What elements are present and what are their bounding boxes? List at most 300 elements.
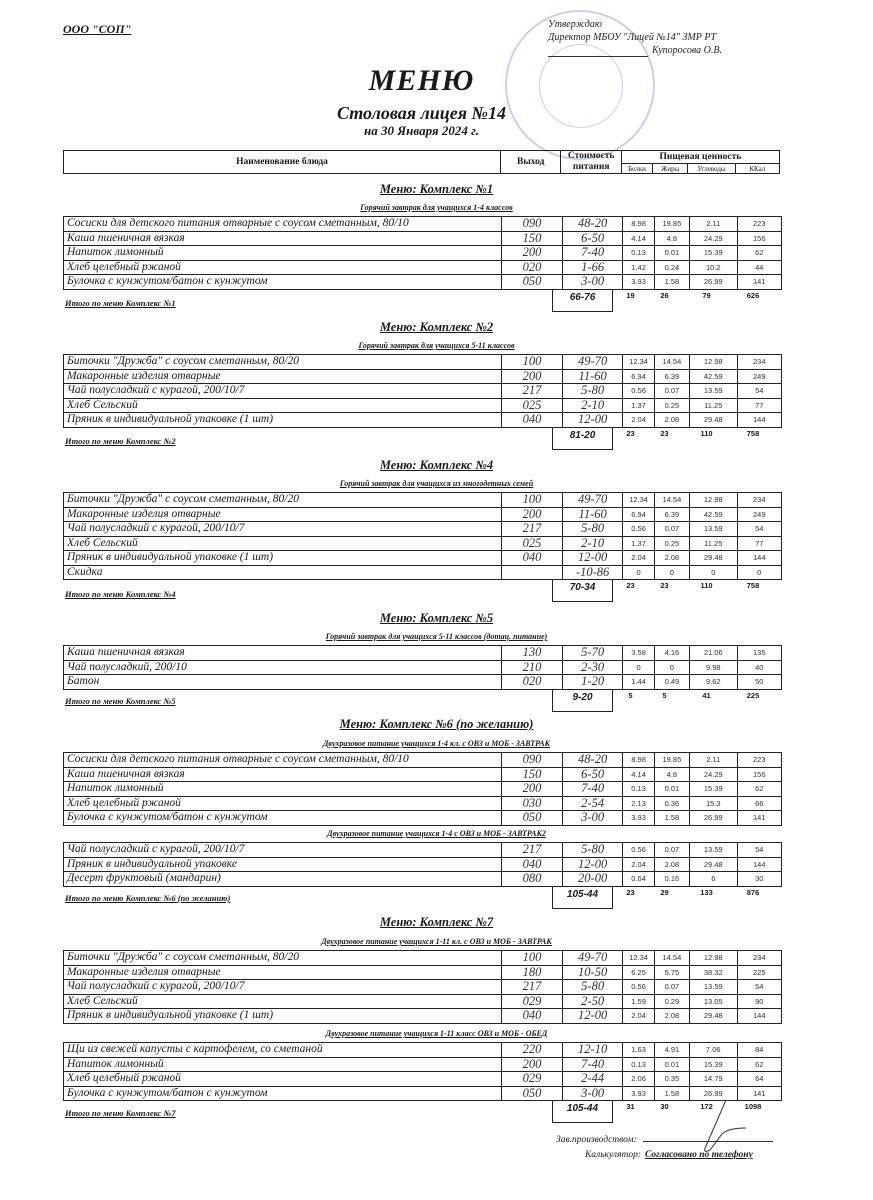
production-manager-label: Зав.производством:	[556, 1135, 637, 1145]
dish-output: 050	[502, 1086, 563, 1101]
dish-output: 030	[502, 796, 563, 811]
dish-name: Чай полусладкий с курагой, 200/10/7	[64, 843, 502, 858]
dish-output: 100	[502, 951, 563, 966]
dish-price: 2-30	[562, 660, 623, 675]
dish-carbs: 13.59	[690, 980, 737, 995]
dish-name: Булочка с кунжутом/батон с кунжутом	[64, 275, 502, 290]
dish-carbs: 29.48	[690, 551, 737, 566]
table-row	[64, 675, 782, 690]
section-title: Меню: Комплекс №4	[379, 458, 494, 472]
table-row	[64, 275, 782, 290]
dish-carbs: 29.48	[690, 413, 737, 428]
dish-protein: 2.04	[623, 1009, 654, 1024]
dish-kcal: 54	[737, 980, 781, 995]
table-row	[64, 246, 782, 261]
dish-kcal: 144	[737, 551, 781, 566]
dish-kcal: 156	[737, 767, 781, 782]
total-protein: 5	[628, 690, 633, 700]
dish-price: 48-20	[562, 217, 623, 232]
dish-carbs: 15.3	[690, 796, 737, 811]
column-header-table	[63, 150, 780, 174]
dish-fat: 4.16	[654, 646, 689, 661]
dish-price: 3-00	[562, 275, 623, 290]
dish-name: Хлеб целебный ржаной	[64, 260, 502, 275]
dish-output: 080	[502, 872, 563, 887]
table-row	[64, 398, 782, 413]
dish-fat: 0.35	[654, 1072, 689, 1087]
dish-kcal: 135	[737, 646, 781, 661]
approval-line-2: Директор МБОУ "Лицей №14" ЗМР РТ	[548, 32, 717, 43]
dish-carbs: 9.62	[690, 675, 737, 690]
dish-fat: 0.49	[654, 675, 689, 690]
page-date: на 30 Января 2024 г.	[363, 123, 479, 138]
dish-fat: 0.16	[654, 872, 689, 887]
table-row	[64, 384, 782, 399]
table-row	[64, 1043, 782, 1058]
dish-carbs: 7.06	[690, 1043, 737, 1058]
dish-name: Напиток лимонный	[64, 246, 502, 261]
dish-fat: 0.07	[654, 843, 689, 858]
dish-name: Пряник в индивидуальной упаковке (1 шт)	[64, 1009, 502, 1024]
dish-carbs: 13.59	[690, 522, 737, 537]
dish-protein: 0.56	[623, 522, 654, 537]
col-protein-header: Белки	[621, 164, 652, 174]
group-subtitle: Двухразовое питание учащихся 1-4 с ОВЗ и МОБ - ЗАВТРАК2	[327, 829, 546, 838]
menu-table	[63, 645, 782, 690]
col-fat-header: Жиры	[653, 164, 688, 174]
dish-price: 5-80	[562, 384, 623, 399]
dish-name: Хлеб целебный ржаной	[64, 796, 502, 811]
dish-protein: 0.64	[623, 872, 654, 887]
dish-name: Каша пшеничная вязкая	[64, 646, 502, 661]
dish-kcal: 64	[737, 1072, 781, 1087]
dish-price: 5-80	[562, 522, 623, 537]
dish-protein: 0	[623, 660, 654, 675]
dish-fat: 2.08	[654, 1009, 689, 1024]
group-subtitle: Двухразовое питание учащихся 1-11 класс ОВЗ и МОБ - ОБЕД	[325, 1029, 548, 1038]
dish-price: 5-80	[562, 980, 623, 995]
dish-output: 040	[502, 857, 563, 872]
section-total-price: 105-44	[552, 887, 613, 909]
dish-kcal: 223	[737, 753, 781, 768]
dish-kcal: 54	[737, 522, 781, 537]
dish-protein: 12.34	[623, 355, 654, 370]
total-kcal: 225	[746, 690, 760, 700]
dish-fat: 4.91	[654, 1043, 689, 1058]
table-row	[64, 536, 782, 551]
dish-price: 49-70	[562, 355, 623, 370]
dish-fat: 2.08	[654, 857, 689, 872]
dish-kcal: 50	[737, 675, 781, 690]
dish-name: Макаронные изделия отварные	[64, 965, 502, 980]
dish-protein: 3.93	[623, 275, 654, 290]
dish-kcal: 234	[737, 355, 781, 370]
dish-protein: 0	[623, 565, 654, 580]
dish-kcal: 54	[737, 843, 781, 858]
total-carbs: 110	[700, 581, 713, 590]
dish-carbs: 13.05	[690, 994, 737, 1009]
dish-protein: 0.56	[623, 980, 654, 995]
total-carbs: 41	[702, 690, 711, 700]
dish-carbs: 14.79	[690, 1072, 737, 1087]
dish-name: Хлеб целебный ржаной	[64, 1072, 502, 1087]
table-row	[64, 994, 782, 1009]
dish-protein: 2.04	[623, 551, 654, 566]
col-carbs-header: Углеводы	[688, 164, 735, 174]
section-total-label: Итого по меню Комплекс №2	[65, 436, 176, 446]
dish-fat: 0	[654, 660, 689, 675]
total-kcal: 876	[746, 887, 760, 897]
dish-output: 050	[502, 811, 563, 826]
dish-name: Десерт фруктовый (мандарин)	[64, 872, 502, 887]
dish-protein: 12.34	[623, 951, 654, 966]
dish-price: 5-80	[562, 843, 623, 858]
dish-output: 150	[502, 231, 563, 246]
production-manager-row	[556, 1133, 773, 1145]
dish-output: 090	[502, 753, 563, 768]
dish-output: 200	[502, 782, 563, 797]
dish-protein: 12.34	[623, 493, 654, 508]
dish-price: 2-10	[562, 398, 623, 413]
dish-output: 040	[502, 413, 563, 428]
dish-price: 11-60	[562, 507, 623, 522]
dish-price: 2-50	[562, 994, 623, 1009]
section-total-price: 105-44	[552, 1101, 613, 1123]
menu-table	[63, 492, 782, 580]
dish-name: Каша пшеничная вязкая	[64, 767, 502, 782]
total-fat: 5	[662, 690, 667, 700]
table-row	[64, 1009, 782, 1024]
approval-signatory: Купоросова О.В.	[652, 45, 722, 56]
section-title: Меню: Комплекс №6 (по желанию)	[339, 717, 534, 731]
dish-carbs: 42.59	[690, 507, 737, 522]
group-subtitle: Горячий завтрак для учащихся 5-11 классов	[358, 341, 515, 350]
dish-carbs: 12.98	[690, 951, 737, 966]
section-title: Меню: Комплекс №7	[379, 915, 494, 929]
dish-carbs: 15.39	[690, 782, 737, 797]
dish-kcal: 77	[737, 398, 781, 413]
approval-block	[548, 18, 722, 57]
dish-kcal: 223	[737, 217, 781, 232]
section-total-label: Итого по меню Комплекс №7	[65, 1108, 176, 1118]
dish-protein: 6.25	[623, 965, 654, 980]
dish-price: 3-00	[562, 1086, 623, 1101]
dish-fat: 0.36	[654, 796, 689, 811]
dish-name: Чай полусладкий с курагой, 200/10/7	[64, 522, 502, 537]
total-protein: 31	[626, 1102, 635, 1111]
dish-name: Щи из свежей капусты с картофелем, со сметаной	[64, 1043, 502, 1058]
dish-fat: 2.08	[654, 413, 689, 428]
page-title: МЕНЮ	[368, 64, 475, 97]
dish-protein: 3.93	[623, 811, 654, 826]
dish-price: 7-40	[562, 782, 623, 797]
dish-output: 217	[502, 980, 563, 995]
table-row	[64, 231, 782, 246]
dish-fat: 5.75	[654, 965, 689, 980]
dish-name: Сосиски для детского питания отварные с соусом сметанным, 80/10	[64, 217, 502, 232]
dish-fat: 6.39	[654, 369, 689, 384]
dish-name: Сосиски для детского питания отварные с соусом сметанным, 80/10	[64, 753, 502, 768]
section-total-price: 70-34	[552, 580, 613, 602]
dish-fat: 4.8	[654, 231, 689, 246]
dish-name: Пряник в индивидуальной упаковке	[64, 857, 502, 872]
dish-price: -10-86	[562, 565, 623, 580]
dish-protein: 3.93	[623, 1086, 654, 1101]
dish-carbs: 12.98	[690, 355, 737, 370]
group-subtitle: Горячий завтрак для учащихся 5-11 классов (дотац. питание)	[325, 632, 548, 641]
col-kcal-header: ККал	[735, 164, 779, 174]
dish-fat: 19.85	[654, 753, 689, 768]
table-row	[64, 660, 782, 675]
dish-output: 050	[502, 275, 563, 290]
calculator-row	[585, 1150, 753, 1160]
dish-output: 025	[502, 536, 563, 551]
dish-fat: 1.58	[654, 1086, 689, 1101]
dish-fat: 0.25	[654, 536, 689, 551]
dish-kcal: 62	[737, 246, 781, 261]
dish-name: Булочка с кунжутом/батон с кунжутом	[64, 811, 502, 826]
table-row	[64, 217, 782, 232]
dish-carbs: 12.98	[690, 493, 737, 508]
organization-name: ООО "СОП"	[63, 22, 132, 36]
dish-carbs: 42.59	[690, 369, 737, 384]
dish-carbs: 0	[690, 565, 737, 580]
group-subtitle: Двухразовое питание учащихся 1-11 кл. с ОВЗ и МОБ - ЗАВТРАК	[321, 937, 552, 946]
dish-name: Биточки "Дружба" с соусом сметанным, 80/20	[64, 951, 502, 966]
dish-price: 12-00	[562, 1009, 623, 1024]
total-fat: 26	[660, 290, 669, 300]
table-row	[64, 872, 782, 887]
dish-protein: 1.44	[623, 675, 654, 690]
dish-kcal: 66	[737, 796, 781, 811]
dish-output: 040	[502, 1009, 563, 1024]
table-row	[64, 811, 782, 826]
menu-table	[63, 216, 782, 290]
section-title: Меню: Комплекс №5	[379, 611, 494, 625]
dish-output: 217	[502, 384, 563, 399]
dish-kcal: 234	[737, 951, 781, 966]
total-protein: 23	[626, 581, 635, 590]
table-row	[64, 369, 782, 384]
dish-carbs: 26.99	[690, 811, 737, 826]
dish-protein: 2.04	[623, 857, 654, 872]
dish-fat: 0.25	[654, 398, 689, 413]
dish-carbs: 24.29	[690, 231, 737, 246]
section-title: Меню: Комплекс №1	[379, 182, 494, 196]
table-row	[64, 951, 782, 966]
dish-carbs: 29.48	[690, 1009, 737, 1024]
dish-fat: 0.01	[654, 1057, 689, 1072]
table-row	[64, 782, 782, 797]
dish-carbs: 6	[690, 872, 737, 887]
dish-output: 220	[502, 1043, 563, 1058]
dish-protein: 6.94	[623, 507, 654, 522]
dish-name: Хлеб Сельский	[64, 536, 502, 551]
calculator-value: Согласовано по телефону	[645, 1150, 753, 1160]
dish-kcal: 77	[737, 536, 781, 551]
total-kcal: 1098	[744, 1102, 762, 1111]
dish-carbs: 11.25	[690, 536, 737, 551]
dish-output: 020	[502, 260, 563, 275]
table-row	[64, 767, 782, 782]
dish-name: Биточки "Дружба" с соусом сметанным, 80/20	[64, 355, 502, 370]
col-cost-header: Стоимость питания	[561, 151, 621, 174]
dish-protein: 1.37	[623, 398, 654, 413]
col-output-header: Выход	[501, 151, 561, 174]
dish-protein: 2.13	[623, 796, 654, 811]
dish-price: 6-50	[562, 231, 623, 246]
dish-fat: 0.24	[654, 260, 689, 275]
table-row	[64, 507, 782, 522]
dish-carbs: 15.39	[690, 246, 737, 261]
table-row	[64, 522, 782, 537]
dish-protein: 8.98	[623, 753, 654, 768]
dish-name: Макаронные изделия отварные	[64, 507, 502, 522]
dish-output: 130	[502, 646, 563, 661]
table-row	[64, 413, 782, 428]
dish-price: 10-50	[562, 965, 623, 980]
dish-fat: 0	[654, 565, 689, 580]
dish-fat: 14.54	[654, 355, 689, 370]
dish-kcal: 54	[737, 384, 781, 399]
section-total-price: 81-20	[552, 428, 613, 450]
dish-name: Скидка	[64, 565, 502, 580]
dish-price: 48-20	[562, 753, 623, 768]
total-carbs: 172	[700, 1102, 713, 1111]
approval-signatory-row	[548, 44, 722, 57]
table-row	[64, 646, 782, 661]
dish-price: 2-10	[562, 536, 623, 551]
dish-fat: 0.01	[654, 782, 689, 797]
dish-kcal: 144	[737, 857, 781, 872]
table-row	[64, 565, 782, 580]
dish-output: 210	[502, 660, 563, 675]
dish-carbs: 29.48	[690, 857, 737, 872]
dish-protein: 3.58	[623, 646, 654, 661]
dish-output: 217	[502, 522, 563, 537]
dish-carbs: 38.32	[690, 965, 737, 980]
dish-price: 2-54	[562, 796, 623, 811]
dish-protein: 4.14	[623, 767, 654, 782]
dish-carbs: 11.25	[690, 398, 737, 413]
table-row	[64, 1086, 782, 1101]
dish-price: 7-40	[562, 246, 623, 261]
dish-name: Пряник в индивидуальной упаковке (1 шт)	[64, 413, 502, 428]
dish-fat: 1.58	[654, 275, 689, 290]
dish-protein: 0.56	[623, 843, 654, 858]
section-total-price: 66-76	[552, 290, 613, 312]
table-row	[64, 551, 782, 566]
dish-carbs: 13.59	[690, 384, 737, 399]
dish-price: 12-00	[562, 551, 623, 566]
total-fat: 23	[660, 428, 669, 438]
dish-output	[502, 565, 563, 580]
dish-price: 49-70	[562, 951, 623, 966]
table-row	[64, 980, 782, 995]
total-kcal: 758	[746, 428, 760, 438]
dish-output: 090	[502, 217, 563, 232]
dish-fat: 0.07	[654, 384, 689, 399]
dish-kcal: 249	[737, 369, 781, 384]
col-name-header: Наименование блюда	[64, 151, 501, 174]
total-carbs: 133	[700, 887, 713, 897]
dish-kcal: 30	[737, 872, 781, 887]
dish-kcal: 225	[737, 965, 781, 980]
dish-output: 200	[502, 507, 563, 522]
section-total-label: Итого по меню Комплекс №6 (по желанию)	[65, 893, 231, 903]
menu-table	[63, 1042, 782, 1101]
dish-price: 3-00	[562, 811, 623, 826]
table-row	[64, 753, 782, 768]
dish-output: 025	[502, 398, 563, 413]
dish-name: Хлеб Сельский	[64, 994, 502, 1009]
dish-kcal: 141	[737, 811, 781, 826]
dish-kcal: 249	[737, 507, 781, 522]
dish-output: 100	[502, 355, 563, 370]
table-row	[64, 1057, 782, 1072]
dish-carbs: 21.06	[690, 646, 737, 661]
dish-output: 029	[502, 994, 563, 1009]
group-subtitle: Горячий завтрак для учащихся 1-4 классов	[360, 203, 513, 212]
section-title: Меню: Комплекс №2	[379, 320, 494, 334]
dish-fat: 14.54	[654, 951, 689, 966]
dish-carbs: 24.29	[690, 767, 737, 782]
dish-price: 11-60	[562, 369, 623, 384]
dish-price: 1-66	[562, 260, 623, 275]
dish-kcal: 84	[737, 1043, 781, 1058]
dish-name: Биточки "Дружба" с соусом сметанным, 80/20	[64, 493, 502, 508]
dish-protein: 2.06	[623, 1072, 654, 1087]
dish-fat: 1.58	[654, 811, 689, 826]
dish-price: 6-50	[562, 767, 623, 782]
dish-protein: 1.59	[623, 994, 654, 1009]
dish-fat: 0.01	[654, 246, 689, 261]
dish-output: 200	[502, 1057, 563, 1072]
dish-protein: 1.63	[623, 1043, 654, 1058]
dish-protein: 0.13	[623, 246, 654, 261]
dish-fat: 0.29	[654, 994, 689, 1009]
total-fat: 23	[660, 581, 669, 590]
table-row	[64, 857, 782, 872]
menu-table	[63, 950, 782, 1024]
dish-price: 12-00	[562, 413, 623, 428]
table-row	[64, 965, 782, 980]
dish-carbs: 2.11	[690, 217, 737, 232]
dish-fat: 0.07	[654, 980, 689, 995]
dish-output: 200	[502, 246, 563, 261]
total-carbs: 79	[702, 290, 711, 300]
dish-output: 040	[502, 551, 563, 566]
dish-carbs: 15.39	[690, 1057, 737, 1072]
table-row	[64, 796, 782, 811]
dish-protein: 1.42	[623, 260, 654, 275]
table-row	[64, 260, 782, 275]
total-protein: 19	[626, 290, 635, 300]
group-subtitle: Двухразовое питание учащихся 1-4 кл. с ОВЗ и МОБ - ЗАВТРАК	[322, 739, 551, 748]
dish-protein: 6.94	[623, 369, 654, 384]
dish-carbs: 10.2	[690, 260, 737, 275]
dish-kcal: 90	[737, 994, 781, 1009]
dish-output: 150	[502, 767, 563, 782]
section-total-label: Итого по меню Комплекс №1	[65, 298, 176, 308]
menu-table	[63, 752, 782, 826]
page-subtitle: Столовая лицея №14	[337, 103, 506, 123]
dish-fat: 14.54	[654, 493, 689, 508]
dish-output: 020	[502, 675, 563, 690]
dish-fat: 0.07	[654, 522, 689, 537]
total-kcal: 758	[746, 581, 760, 590]
menu-table	[63, 842, 782, 887]
